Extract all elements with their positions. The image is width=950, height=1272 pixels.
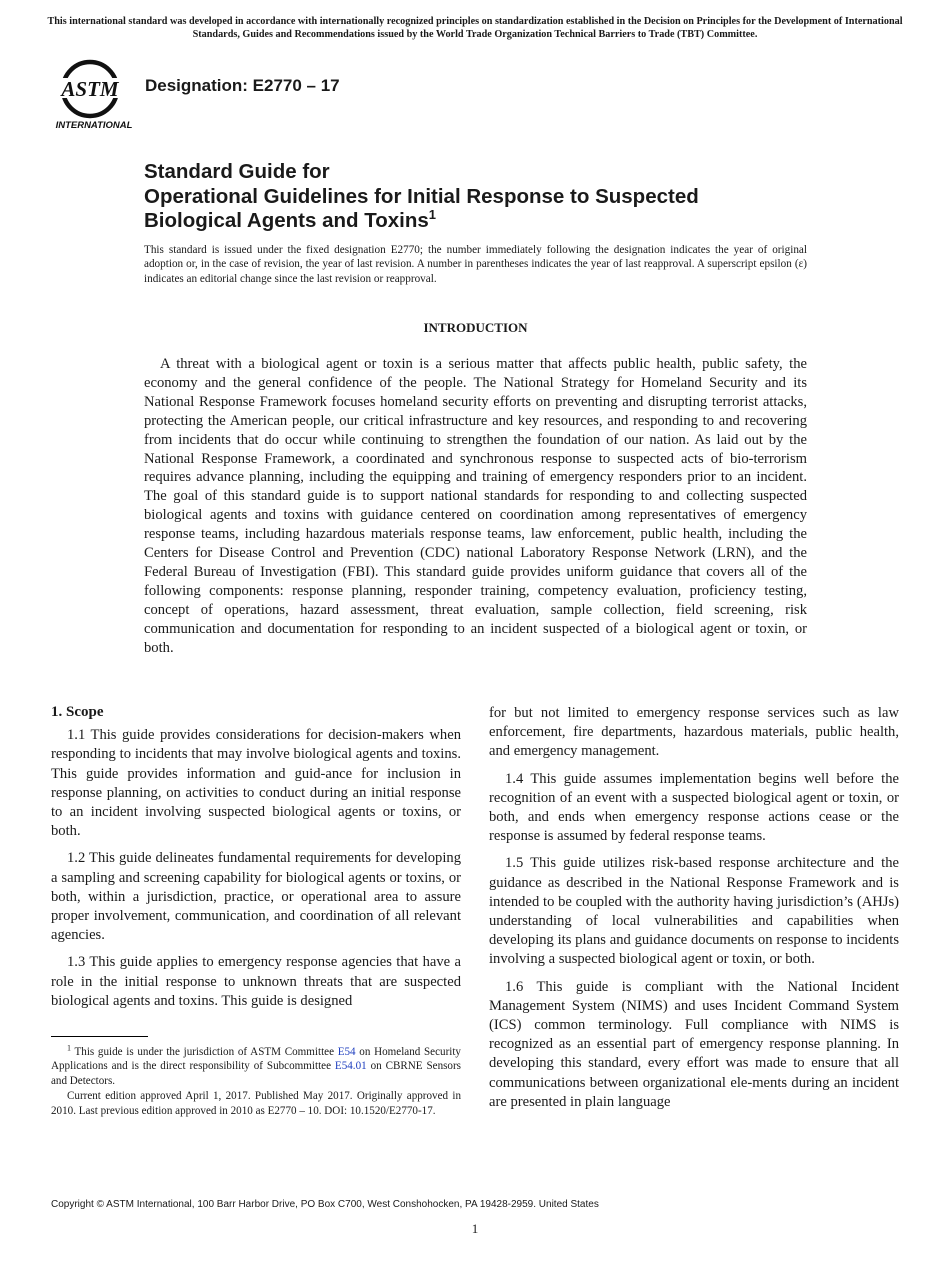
title-line-3-text: Biological Agents and Toxins	[144, 209, 429, 232]
logo-letters: ASTM	[61, 77, 119, 101]
astm-logo	[52, 56, 136, 132]
paragraph-1-2: 1.2 This guide delineates fundamental requirements for developing a sampling and screening capability for biological agents or toxins, or both, within a jurisdiction, practice, or operational area to assure proper involvement, communication, and coordination of all relevant agencies.	[51, 850, 461, 944]
page-number: 1	[471, 1221, 479, 1236]
document-title	[144, 160, 824, 234]
paragraph-1-3: 1.3 This guide applies to emergency response agencies that have a role in the initial response to unknown threats that are suspected biological agents and toxins. This guide is designed	[51, 954, 461, 1009]
footnote-1	[51, 1045, 461, 1088]
footnotes	[51, 1045, 461, 1119]
scope-heading: 1. Scope	[51, 704, 104, 720]
footnote-mark: 1	[67, 1043, 71, 1053]
title-footnote-mark: 1	[428, 207, 436, 223]
paragraph-1-6: 1.6 This guide is compliant with the National Incident Management System (NIMS) and uses Incident Command System (ICS) common terminology. Full compliance with NIMS is recognized as an essential part of emergency response planning. In developing this standard, every effort was made to ensure that all communications between organizational ele-ments during an incident are presented in plain language	[489, 978, 899, 1110]
introduction-body: A threat with a biological agent or toxin is a serious matter that affects public health, public safety, the economy and the general confidence of the people. The National Strategy for Homeland Security and its National Response Framework focuses homeland security efforts on preventing and disrupting terrorist attacks, protecting the American people, our critical infrastructure and key resources, and responding to and recovering from incidents that do occur while continuing to strengthen the foundation of our nation. As laid out by the National Response Framework, a coordinated and synchronous response to suspected acts of bio-terrorism requires advance planning, including the equipping and training of emergency responders prior to an incident. The goal of this standard guide is to support national standards for responding to and collecting suspected biological agents and toxins with guidance centered on coordination among representatives of emergency response teams, including hazardous materials response teams, law enforcement, public health, including the Centers for Disease Control and Prevention (CDC) national Laboratory Response Network (LRN), and the Federal Bureau of Investigation (FBI). This standard guide provides uniform guidance that covers all of the following components: response planning, responder training, competency evaluation, proficiency testing, concept of operations, hazard assessment, threat evaluation, sample collection, field screening, risk communication and documentation for responding to an incident suspected of a biological agent or toxin, or both.	[144, 356, 807, 656]
international-standard-notice: This international standard was developed in accordance with internationally recognized principles on standardization established in the Decision on Principles for the Development of International Standards, Guides and Recommendations issued by the World Trade Organization Technical Barriers to Trade (TBT) Committee.	[47, 16, 903, 40]
paragraph-1-1: 1.1 This guide provides considerations for decision-makers when responding to incidents that may involve biological agents and toxins. This guide provides information and guid-ance for inclusion in response planning, on activities to conduct during an initial response to an incident involving suspected biological agents or toxins, or both.	[51, 727, 461, 840]
footnote-1-text-a: This guide is under the jurisdiction of ASTM Committee	[71, 1046, 338, 1058]
paragraph-1-4: 1.4 This guide assumes implementation begins well before the recognition of an event with a suspected biological agent or toxin, or both, and ends when emergency response actions cease or the response is assumed by federal response teams.	[489, 770, 899, 845]
title-line-3	[144, 209, 824, 234]
paragraph-1-3-continued: for but not limited to emergency response services such as law enforcement, fire departments, hazardous materials, public health, and emergency management.	[489, 705, 899, 760]
issue-note: This standard is issued under the fixed designation E2770; the number immediately following the designation indicates the year of original adoption or, in the case of revision, the year of last revision. A number in parentheses indicates the year of last reapproval. A superscript epsilon (ε) indicates an editorial change since the last revision or reapproval.	[144, 244, 807, 285]
subcommittee-e54-01-link[interactable]: E54.01	[334, 1060, 367, 1073]
paragraph-1-5: 1.5 This guide utilizes risk-based response architecture and the guidance as described in the National Response Framework and is intended to be coupled with the authority having jurisdiction’s (AHJs) understanding of local vulnerabilities and capabilities when developing its plans and guidance documents on response to incidents involving a suspected biological agent or toxin, or both.	[489, 855, 899, 968]
footnote-1-text-b: on Homeland Security Applications and is the direct responsibility of Subcommittee	[51, 1046, 461, 1073]
title-line-2: Operational Guidelines for Initial Response to Suspected	[144, 184, 699, 208]
footnote-edition: Current edition approved April 1, 2017. Published May 2017. Originally approved in 2010. Last previous edition approved in 2010 as E2770 – 10. DOI: 10.1520/E2770-17.	[51, 1090, 461, 1117]
footnote-1-text-c: on CBRNE Sensors and Detectors.	[51, 1060, 461, 1087]
logo-subtitle: INTERNATIONAL	[55, 120, 133, 131]
copyright-line: Copyright © ASTM International, 100 Barr Harbor Drive, PO Box C700, West Conshohocken, PA 19428-2959. United States	[51, 1199, 599, 1210]
left-column	[51, 703, 461, 1019]
footnote-divider	[51, 1036, 148, 1037]
title-line-1: Standard Guide for	[144, 160, 330, 183]
designation: Designation: E2770 – 17	[145, 76, 340, 95]
introduction-heading: INTRODUCTION	[423, 320, 528, 335]
right-column	[489, 704, 899, 1120]
committee-e54-link[interactable]: E54	[337, 1046, 356, 1058]
